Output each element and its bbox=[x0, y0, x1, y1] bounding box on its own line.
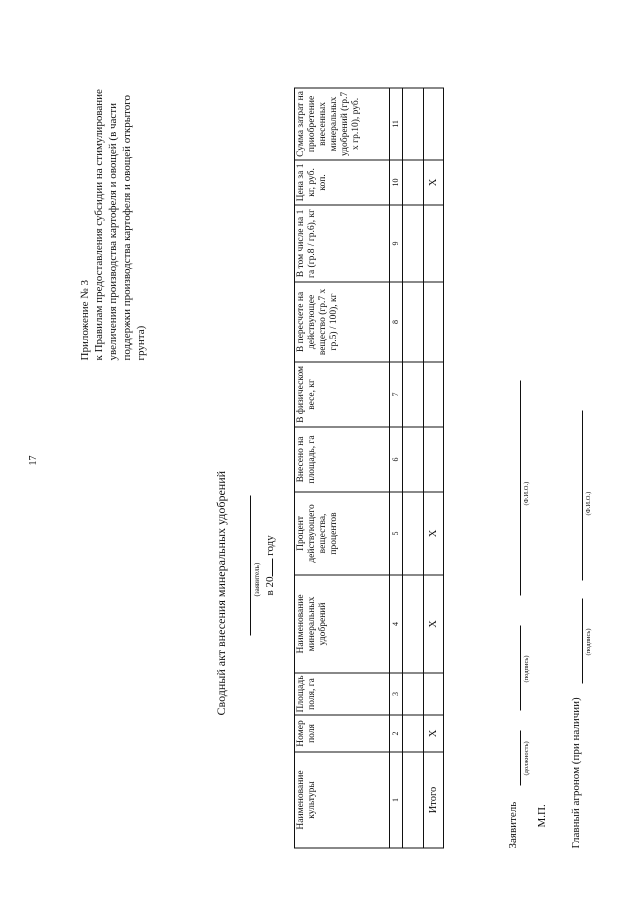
column-header: Наименование минеральных удобрений bbox=[295, 574, 390, 672]
table-cell bbox=[403, 426, 424, 491]
table-cell bbox=[403, 361, 424, 426]
column-header: Площадь поля, га bbox=[295, 672, 390, 714]
table-cell bbox=[403, 159, 424, 204]
appendix-header bbox=[78, 60, 148, 360]
column-header: Процент действующего вещества, процентов bbox=[295, 491, 390, 574]
table-cell bbox=[403, 672, 424, 714]
applicant-caption: (заявитель) bbox=[253, 562, 261, 596]
total-cell bbox=[424, 204, 444, 281]
column-number: 7 bbox=[390, 361, 403, 426]
column-header: Внесено на площадь, га bbox=[295, 426, 390, 491]
column-number: 1 bbox=[390, 752, 403, 848]
signature-caption: (подпись) bbox=[523, 655, 530, 682]
agronomist-name-line bbox=[582, 410, 583, 580]
applicant-line bbox=[250, 495, 251, 635]
column-number: 3 bbox=[390, 672, 403, 714]
name-line bbox=[520, 380, 521, 595]
column-number: 11 bbox=[390, 87, 403, 159]
agronomist-name-caption: (Ф.И.О.) bbox=[585, 491, 592, 515]
total-cell: X bbox=[424, 715, 444, 752]
column-header: В пересчете на действующее вещество (гр.7 х гр.5) / 100), кг bbox=[295, 281, 390, 361]
position-caption: (должность) bbox=[523, 740, 530, 775]
appendix-title: Приложение № 3 bbox=[79, 279, 91, 360]
total-cell: X bbox=[424, 574, 444, 672]
column-number: 5 bbox=[390, 491, 403, 574]
column-header: Сумма затрат на приобретение внесенных минеральных удобрений (гр.7 х гр.10), руб. bbox=[295, 87, 390, 159]
total-cell: X bbox=[424, 159, 444, 204]
table-cell bbox=[403, 87, 424, 159]
column-header: Наименование культуры bbox=[295, 752, 390, 848]
table-row bbox=[403, 87, 424, 847]
name-caption: (Ф.И.О.) bbox=[523, 481, 530, 505]
column-number: 2 bbox=[390, 715, 403, 752]
signature-line bbox=[520, 625, 521, 710]
fertilizer-table bbox=[294, 87, 444, 848]
table-cell bbox=[403, 491, 424, 574]
total-cell bbox=[424, 426, 444, 491]
table-cell bbox=[403, 752, 424, 848]
column-header: Номер поля bbox=[295, 715, 390, 752]
year-line bbox=[262, 535, 276, 595]
page-number: 17 bbox=[28, 455, 39, 465]
table-cell bbox=[403, 281, 424, 361]
agronomist-signature-caption: (подпись) bbox=[585, 628, 592, 655]
total-cell bbox=[424, 672, 444, 714]
total-label: Итого bbox=[424, 752, 444, 848]
year-prefix: в 20 bbox=[264, 576, 276, 595]
total-cell bbox=[424, 87, 444, 159]
seal-label: М.П. bbox=[536, 803, 548, 827]
column-number: 9 bbox=[390, 204, 403, 281]
total-cell: X bbox=[424, 491, 444, 574]
appendix-description: к Правилам предоставления субсидии на стимулирование увеличения производства картофеля и овощей (в части поддержки производства картофеля и овощей открытого грунта) bbox=[93, 88, 147, 360]
year-blank bbox=[262, 558, 273, 576]
column-number: 4 bbox=[390, 574, 403, 672]
table-cell bbox=[403, 574, 424, 672]
column-number: 10 bbox=[390, 159, 403, 204]
agronomist-signature-line bbox=[582, 598, 583, 683]
column-number-row bbox=[390, 87, 403, 847]
agronomist-label: Главный агроном (при наличии) bbox=[570, 696, 582, 848]
column-header: Цена за 1 кг, руб. коп. bbox=[295, 159, 390, 204]
column-header: В том числе на 1 га (гр.8 / гр.6), кг bbox=[295, 204, 390, 281]
column-header: В физическом весе, кг bbox=[295, 361, 390, 426]
table-cell bbox=[403, 715, 424, 752]
document-title: Сводный акт внесения минеральных удобрений bbox=[214, 470, 228, 715]
total-cell bbox=[424, 281, 444, 361]
position-line bbox=[520, 730, 521, 785]
total-row bbox=[424, 87, 444, 847]
column-number: 6 bbox=[390, 426, 403, 491]
total-cell bbox=[424, 361, 444, 426]
year-suffix: году bbox=[264, 534, 276, 556]
table-cell bbox=[403, 204, 424, 281]
column-number: 8 bbox=[390, 281, 403, 361]
table-header-row bbox=[295, 87, 390, 847]
applicant-label: Заявитель bbox=[507, 801, 519, 848]
